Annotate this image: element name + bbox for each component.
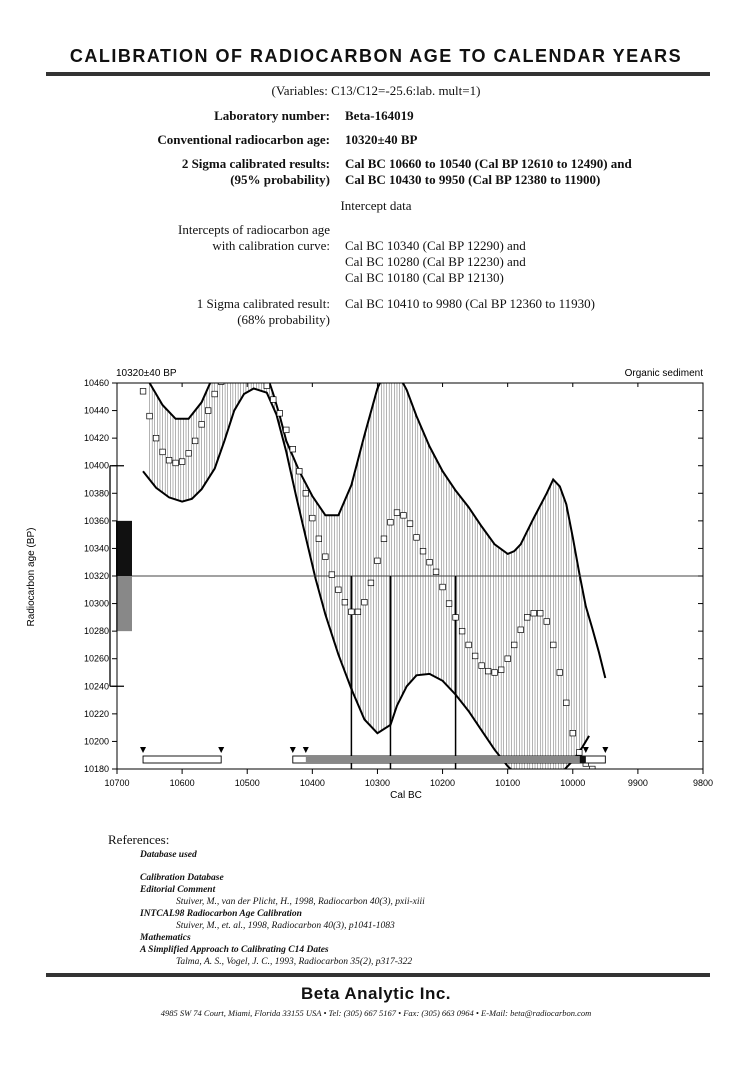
curve-marker bbox=[531, 610, 537, 616]
curve-marker bbox=[270, 397, 276, 403]
curve-marker bbox=[381, 536, 387, 542]
sigma2-label: 2 Sigma calibrated results: bbox=[181, 156, 330, 171]
sample-sigma-upper bbox=[116, 521, 132, 576]
chart-material-label: Organic sediment bbox=[624, 368, 703, 379]
x-tick-label: 10100 bbox=[495, 778, 521, 788]
curve-marker bbox=[166, 457, 172, 463]
curve-marker bbox=[563, 700, 569, 706]
curve-marker bbox=[153, 435, 159, 441]
curve-marker bbox=[336, 587, 342, 593]
curve-marker bbox=[440, 584, 446, 590]
intercept-value-1: Cal BC 10340 (Cal BP 12290) and bbox=[345, 238, 526, 253]
range-endpoint-marker bbox=[303, 747, 309, 753]
curve-marker bbox=[199, 422, 205, 428]
curve-marker bbox=[550, 642, 556, 648]
curve-marker bbox=[329, 572, 335, 578]
y-tick-label: 10220 bbox=[83, 708, 109, 719]
sigma2-value-1: Cal BC 10660 to 10540 (Cal BP 12610 to 12490) and bbox=[345, 156, 632, 171]
x-tick-label: 10300 bbox=[364, 778, 390, 788]
y-tick-label: 10180 bbox=[83, 764, 109, 774]
age-value: 10320±40 BP bbox=[345, 132, 418, 147]
curve-marker bbox=[479, 663, 485, 669]
range-endpoint-marker bbox=[583, 747, 589, 753]
x-tick-label: 9900 bbox=[627, 778, 648, 788]
references-heading: References: bbox=[108, 832, 170, 847]
intercept-heading: Intercept data bbox=[340, 198, 412, 213]
curve-marker bbox=[603, 773, 609, 779]
curve-marker bbox=[427, 559, 433, 565]
ref-intcal98-citation: Stuiver, M., et. al., 1998, Radiocarbon 40(3), p1041-1083 bbox=[176, 921, 395, 931]
page-title: CALIBRATION OF RADIOCARBON AGE TO CALENDAR YEARS bbox=[69, 46, 683, 66]
ref-editorial-citation: Stuiver, M., van der Plicht, H., 1998, Radiocarbon 40(3), pxii-xiii bbox=[176, 897, 425, 907]
range-endpoint-marker bbox=[290, 747, 296, 753]
curve-marker bbox=[459, 628, 465, 634]
ref-intcal98: INTCAL98 Radiocarbon Age Calibration bbox=[140, 909, 302, 919]
range-endpoint-marker bbox=[218, 747, 224, 753]
curve-marker bbox=[414, 535, 420, 541]
curve-marker bbox=[323, 554, 329, 560]
curve-marker bbox=[264, 383, 270, 389]
curve-marker bbox=[524, 615, 530, 621]
calibration-chart bbox=[0, 360, 752, 810]
curve-marker bbox=[297, 468, 303, 474]
intercept-value-2: Cal BC 10280 (Cal BP 12230) and bbox=[345, 254, 526, 269]
curve-marker bbox=[218, 379, 224, 385]
curve-marker bbox=[290, 446, 296, 452]
x-tick-label: 10600 bbox=[169, 778, 195, 788]
footer-rule bbox=[46, 973, 710, 977]
curve-marker bbox=[355, 609, 361, 615]
curve-marker bbox=[283, 427, 289, 433]
curve-marker bbox=[388, 519, 394, 525]
curve-marker bbox=[394, 510, 400, 516]
curve-markers bbox=[140, 360, 608, 779]
curve-marker bbox=[433, 569, 439, 575]
curve-marker bbox=[557, 670, 563, 676]
curve-marker bbox=[570, 730, 576, 736]
curve-marker bbox=[544, 619, 550, 625]
curve-marker bbox=[492, 670, 498, 676]
x-tick-label: 10400 bbox=[299, 778, 325, 788]
age-label: Conventional radiocarbon age: bbox=[157, 132, 330, 147]
y-axis-label: Radiocarbon age (BP) bbox=[26, 527, 37, 627]
company-address: 4985 SW 74 Court, Miami, Florida 33155 USA • Tel: (305) 667 5167 • Fax: (305) 663 0964 • E-Mail: beta@radiocarbon.com bbox=[160, 1008, 592, 1018]
calibration-curve-upper bbox=[150, 360, 606, 678]
x-tick-label: 10000 bbox=[560, 778, 586, 788]
curve-marker bbox=[420, 548, 426, 554]
sigma2-probability-label: (95% probability) bbox=[230, 172, 330, 187]
y-tick-label: 10400 bbox=[83, 460, 109, 471]
y-tick-label: 10240 bbox=[83, 681, 109, 692]
curve-marker bbox=[257, 369, 263, 375]
lab-number-value: Beta-164019 bbox=[345, 108, 414, 123]
curve-marker bbox=[192, 438, 198, 444]
y-tick-label: 10460 bbox=[83, 378, 109, 388]
ref-calibration-database: Calibration Database bbox=[140, 873, 224, 883]
curve-marker bbox=[179, 459, 185, 465]
y-tick-label: 10380 bbox=[83, 488, 109, 499]
curve-marker bbox=[576, 750, 582, 756]
curve-marker bbox=[173, 460, 179, 466]
ref-simplified-approach: A Simplified Approach to Calibrating C14 Dates bbox=[140, 945, 329, 955]
y-tick-label: 10200 bbox=[83, 736, 109, 747]
ref-database-used: Database used bbox=[140, 850, 197, 860]
curve-marker bbox=[407, 521, 413, 527]
x-axis-label: Cal BC bbox=[390, 790, 422, 801]
title-rule bbox=[46, 72, 710, 76]
curve-marker bbox=[596, 770, 602, 776]
curve-marker bbox=[160, 449, 166, 455]
curve-marker bbox=[401, 513, 407, 519]
sample-sigma-lower bbox=[116, 576, 132, 631]
curve-marker bbox=[231, 360, 237, 361]
sigma2-value-2: Cal BC 10430 to 9950 (Cal BP 12380 to 11900) bbox=[345, 172, 601, 187]
company-name: Beta Analytic Inc. bbox=[300, 984, 452, 1003]
curve-marker bbox=[303, 490, 309, 496]
y-tick-label: 10280 bbox=[83, 626, 109, 637]
intercept-value-3: Cal BC 10180 (Cal BP 12130) bbox=[345, 270, 504, 285]
curve-marker bbox=[225, 364, 231, 370]
sigma1-label: 1 Sigma calibrated result: bbox=[196, 296, 330, 311]
lab-number-label: Laboratory number: bbox=[214, 108, 330, 123]
curve-marker bbox=[310, 515, 316, 521]
ref-mathematics: Mathematics bbox=[140, 933, 191, 943]
x-tick-label: 10500 bbox=[234, 778, 260, 788]
curve-marker bbox=[342, 599, 348, 605]
x-tick-label: 10200 bbox=[430, 778, 456, 788]
intercepts-label-2: with calibration curve: bbox=[212, 238, 330, 253]
curve-marker bbox=[453, 615, 459, 621]
curve-marker bbox=[362, 599, 368, 605]
curve-marker bbox=[537, 610, 543, 616]
curve-marker bbox=[212, 391, 218, 397]
curve-marker bbox=[498, 667, 504, 673]
range-endpoint-marker bbox=[602, 747, 608, 753]
sigma1-range-bar bbox=[306, 756, 586, 763]
ref-editorial-comment: Editorial Comment bbox=[140, 885, 216, 895]
curve-marker bbox=[466, 642, 472, 648]
curve-marker bbox=[277, 411, 283, 417]
y-tick-label: 10260 bbox=[83, 653, 109, 664]
range-endpoint-marker bbox=[140, 747, 146, 753]
curve-marker bbox=[316, 536, 322, 542]
curve-marker bbox=[375, 558, 381, 564]
curve-marker bbox=[472, 653, 478, 659]
y-tick-label: 10420 bbox=[83, 433, 109, 444]
x-tick-label: 9800 bbox=[692, 778, 714, 788]
sigma1-value: Cal BC 10410 to 9980 (Cal BP 12360 to 11930) bbox=[345, 296, 596, 311]
y-tick-label: 10300 bbox=[83, 598, 109, 609]
curve-marker bbox=[349, 609, 355, 615]
chart-sample-label: 10320±40 BP bbox=[116, 368, 177, 379]
curve-marker bbox=[511, 642, 517, 648]
intercepts-label: Intercepts of radiocarbon age bbox=[178, 222, 330, 237]
y-tick-label: 10360 bbox=[83, 515, 109, 526]
y-tick-label: 10440 bbox=[83, 405, 109, 416]
curve-marker bbox=[205, 408, 211, 414]
x-tick-label: 10700 bbox=[104, 778, 130, 788]
sigma1-probability-label: (68% probability) bbox=[237, 312, 330, 327]
curve-marker bbox=[505, 656, 511, 662]
curve-marker bbox=[485, 668, 491, 674]
curve-marker bbox=[446, 601, 452, 607]
ref-simplified-approach-citation: Talma, A. S., Vogel, J. C., 1993, Radiocarbon 35(2), p317-322 bbox=[176, 957, 413, 967]
curve-marker bbox=[186, 451, 192, 457]
sigma1-range-end bbox=[580, 756, 586, 763]
curve-marker bbox=[147, 413, 153, 419]
curve-marker bbox=[518, 627, 524, 633]
y-tick-label: 10320 bbox=[83, 571, 109, 581]
curve-marker bbox=[368, 580, 374, 586]
curve-marker bbox=[251, 360, 257, 364]
y-tick-label: 10340 bbox=[83, 543, 109, 554]
sigma2-range-bar bbox=[143, 756, 221, 763]
variables-line: (Variables: C13/C12=-25.6:lab. mult=1) bbox=[271, 83, 481, 98]
curve-marker bbox=[140, 388, 146, 394]
